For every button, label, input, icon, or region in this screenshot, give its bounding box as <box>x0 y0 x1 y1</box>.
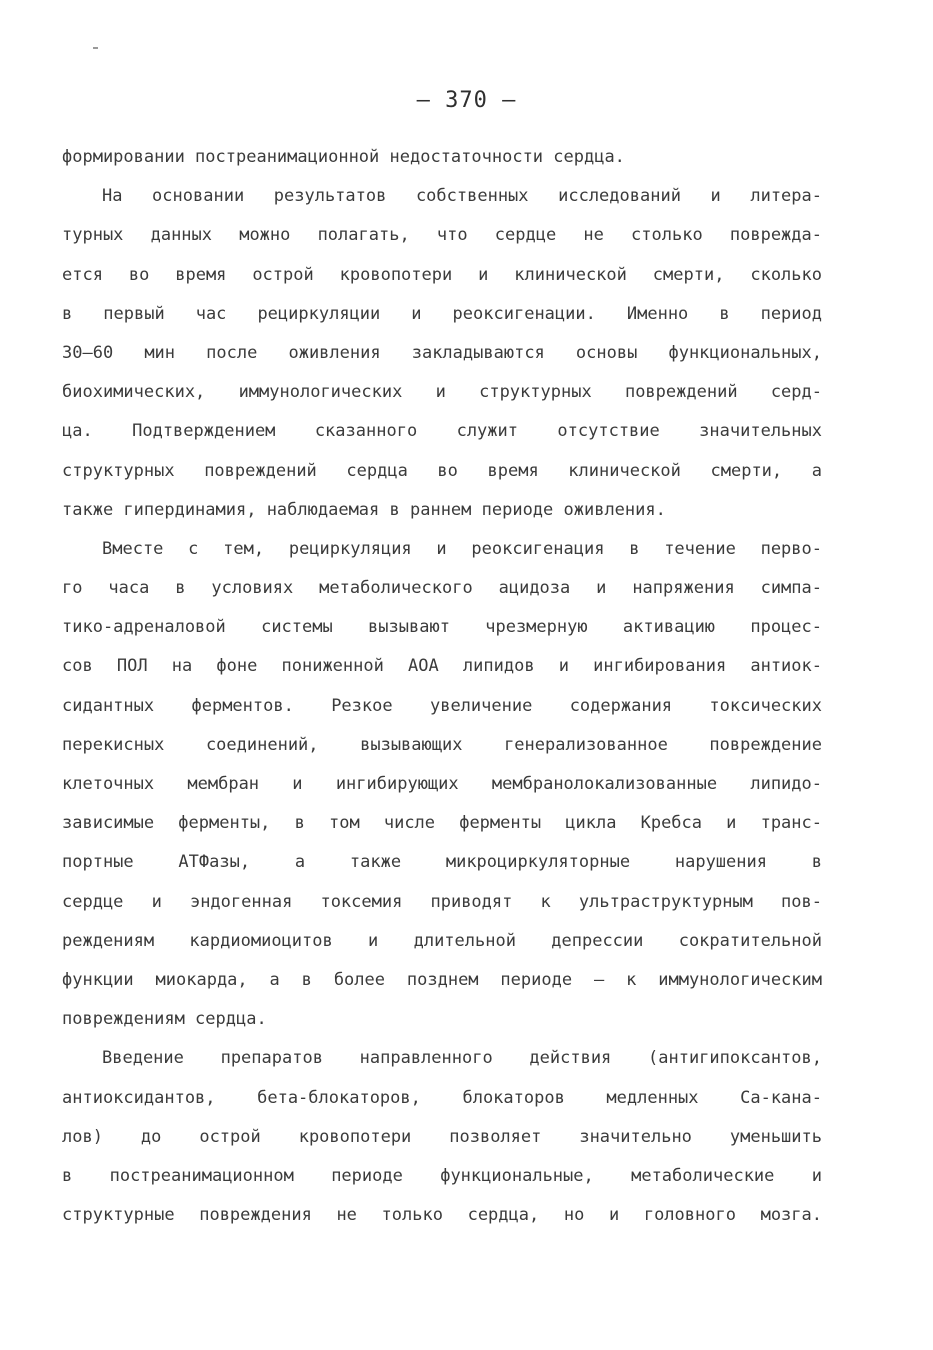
scan-speck <box>93 47 98 49</box>
text-line: лов) до острой кровопотери позволяет значительно уменьшить <box>62 1126 822 1147</box>
text-line: перекисных соединений, вызывающих генерализованное повреждение <box>62 734 822 755</box>
text-line: структурных повреждений сердца во время клинической смерти, а <box>62 460 822 481</box>
text-line: структурные повреждения не только сердца, но и головного мозга. <box>62 1205 822 1226</box>
text-line: в постреанимационном периоде функциональные, метаболические и <box>62 1165 822 1186</box>
text-line: тико-адреналовой системы вызывают чрезмерную активацию процес- <box>62 617 822 638</box>
text-line: биохимических, иммунологических и структурных повреждений серд- <box>62 382 822 403</box>
text-line: Вместе с тем, рециркуляция и реоксигенация в течение перво- <box>102 538 822 559</box>
text-line: также гипердинамия, наблюдаемая в раннем периоде оживления. <box>62 499 666 520</box>
text-line: функции миокарда, а в более позднем периоде – к иммунологическим <box>62 969 822 990</box>
text-line: в первый час рециркуляции и реоксигенации. Именно в период <box>62 303 822 324</box>
text-line: реждениям кардиомиоцитов и длительной депрессии сократительной <box>62 930 822 951</box>
text-line: сердце и эндогенная токсемия приводят к ультраструктурным пов- <box>62 891 822 912</box>
text-line: На основании результатов собственных исследований и литера- <box>102 186 822 207</box>
page-number: – 370 – <box>416 88 517 113</box>
text-line: формировании постреанимационной недостаточности сердца. <box>62 147 625 167</box>
body-text <box>62 138 822 1235</box>
text-line: повреждениям сердца. <box>62 1009 267 1030</box>
text-line: ется во время острой кровопотери и клинической смерти, сколько <box>62 264 822 285</box>
text-line: турных данных можно полагать, что сердце не столько поврежда- <box>62 225 822 246</box>
text-line: ца. Подтверждением сказанного служит отсутствие значительных <box>62 421 822 442</box>
text-line: сидантных ферментов. Резкое увеличение содержания токсических <box>62 695 822 716</box>
text-line: 30–60 мин после оживления закладываются основы функциональных, <box>62 342 822 363</box>
text-line: антиоксидантов, бета-блокаторов, блокаторов медленных Са-кана- <box>62 1087 822 1108</box>
text-line: портные АТФазы, а также микроциркуляторные нарушения в <box>62 852 822 873</box>
text-line: Введение препаратов направленного действия (антигипоксантов, <box>102 1048 822 1069</box>
text-line: сов ПОЛ на фоне пониженной АОА липидов и ингибирования антиок- <box>62 656 822 677</box>
text-line: клеточных мембран и ингибирующих мембранолокализованные липидо- <box>62 774 822 794</box>
text-line: зависимые ферменты, в том числе ферменты цикла Кребса и транс- <box>62 813 822 834</box>
text-line: го часа в условиях метаболического ацидоза и напряжения симпа- <box>62 578 822 599</box>
